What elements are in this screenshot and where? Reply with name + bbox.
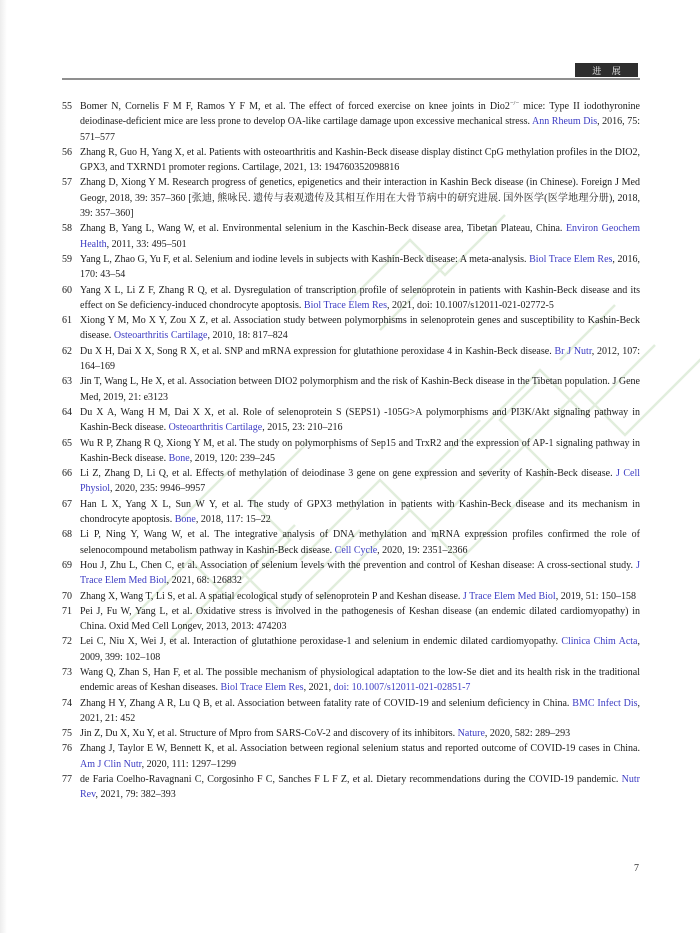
reference-text-segment: Bomer N, Cornelis F M F, Ramos Y F M, et al. The effect of forced exercise on knee joints in Dio2 [80, 101, 510, 112]
reference-text-segment: Hou J, Zhu L, Chen C, et al. Association of selenium levels with the prevention and control of Keshan disease: A cross-sectional study. [80, 559, 637, 571]
page-edge-shadow [0, 0, 7, 933]
reference-number: 64 [62, 406, 72, 418]
reference-number: 67 [62, 498, 72, 510]
reference-number: 70 [62, 590, 72, 602]
reference-item [62, 283, 640, 314]
journal-link[interactable]: Environ Geochem Health [80, 223, 640, 250]
reference-text-segment: , 2011, 33: 495–501 [106, 238, 187, 250]
journal-link[interactable]: Biol Trace Elem Res [220, 682, 304, 694]
reference-text-segment: , 2019, 51: 150–158 [555, 590, 636, 602]
reference-text-segment: , 2020, 582: 289–293 [484, 728, 571, 740]
section-tag-label: 进 展 [592, 65, 625, 76]
reference-text-segment: , 2021, 21: 452 [80, 697, 640, 724]
reference-item [62, 221, 640, 252]
reference-number: 74 [62, 697, 72, 709]
reference-item [62, 604, 640, 635]
reference-text-segment: Li Z, Zhang D, Li Q, et al. Effects of methylation of deiodinase 3 gene on gene expression and severity of Kashin-Beck disease. [80, 468, 617, 480]
journal-link[interactable]: Br J Nutr [554, 345, 592, 357]
section-tag [575, 63, 638, 77]
journal-link[interactable]: Clinica Chim Acta [561, 636, 638, 648]
reference-text-segment: Lei C, Niu X, Wei J, et al. Interaction of glutathione peroxidase-1 and selenium in endemic dilated cardiomyopathy. [80, 636, 562, 648]
reference-number: 69 [62, 559, 72, 571]
reference-item [62, 696, 640, 727]
reference-number: 61 [62, 315, 72, 327]
reference-number: 62 [62, 345, 72, 357]
reference-text-segment: Zhang X, Wang T, Li S, et al. A spatial ecological study of selenoprotein P and Keshan disease. [80, 590, 463, 602]
reference-item [62, 772, 640, 803]
reference-text-segment: , 2012, 107: 164–169 [80, 345, 640, 373]
reference-item [62, 344, 640, 375]
reference-number: 73 [62, 666, 72, 678]
reference-item [62, 726, 640, 741]
reference-number: 72 [62, 636, 72, 648]
reference-number: 71 [62, 605, 72, 617]
journal-link[interactable]: Biol Trace Elem Res [303, 299, 387, 311]
reference-number: 58 [62, 223, 72, 235]
journal-link[interactable]: BMC Infect Dis [572, 697, 638, 709]
reference-text-segment: , 2020, 235: 9946–9957 [110, 483, 206, 495]
reference-text-segment: Wang Q, Zhan S, Han F, et al. The possible mechanism of physiological adaptation to the low-Se diet and its health risk in the traditional endemic areas of Keshan diseases. [80, 666, 640, 694]
reference-text-segment: mice: Type II iodothyronine deiodinase-deficient mice are less prone to develop OA-like cartilage damage upon excessive mechanical stress. [80, 101, 640, 128]
reference-number: 68 [62, 529, 72, 541]
reference-text-segment: , 2016, 170: 43–54 [80, 253, 640, 281]
reference-item [62, 665, 640, 696]
reference-number: 65 [62, 437, 72, 449]
reference-text-segment: , 2021, doi: 10.1007/s12011-021-02772-5 [386, 299, 554, 311]
reference-item [62, 145, 640, 176]
reference-text-segment: , 2015, 23: 210–216 [262, 422, 343, 434]
reference-text-segment: Du X A, Wang H M, Dai X X, et al. Role of selenoprotein S (SEPS1) -105G>A polymorphisms and PI3K/Akt signaling pathway in Kashin-Beck disease. [80, 406, 640, 434]
reference-item [62, 527, 640, 558]
reference-item [62, 436, 640, 467]
journal-link[interactable]: Bone [174, 514, 196, 526]
reference-text-segment: Jin T, Wang L, He X, et al. Association between DIO2 polymorphism and the risk of Kashin-Beck disease in the Tibetan population. J Gene Med, 2019, 21: e3123 [80, 376, 640, 403]
journal-link[interactable]: Nature [457, 728, 485, 740]
reference-item [62, 558, 640, 589]
reference-number: 66 [62, 468, 72, 480]
reference-text-segment: Pei J, Fu W, Yang L, et al. Oxidative stress is involved in the pathogenesis of Keshan disease (an endemic dilated cardiomyopathy) in China. Oxid Med Cell Longev, 2013, 2013: 474203 [80, 605, 640, 633]
reference-text-segment: Han L X, Yang X L, Sun W Y, et al. The study of GPX3 methylation in patients with Kashin-Beck disease and its mechanism in chondrocyte apoptosis. [80, 498, 640, 526]
journal-link[interactable]: Cell Cycle [334, 544, 378, 556]
journal-link[interactable]: Nutr Rev [80, 774, 640, 801]
journal-link[interactable]: J Trace Elem Med Biol [462, 590, 556, 602]
reference-text-segment: Zhang J, Taylor E W, Bennett K, et al. Association between regional selenium status and reported outcome of COVID-19 cases in China. [80, 743, 640, 755]
reference-item [62, 466, 640, 497]
reference-text-segment: Zhang B, Yang L, Wang W, et al. Environmental selenium in the Kaschin-Beck disease area, Tibetan Plateau, China. [80, 223, 566, 235]
superscript-text: −/− [509, 100, 519, 107]
journal-link[interactable]: Biol Trace Elem Res [529, 253, 613, 265]
reference-number: 59 [62, 253, 72, 265]
journal-link[interactable]: Osteoarthritis Cartilage [168, 422, 263, 434]
reference-item [62, 634, 640, 665]
reference-text-segment: Wu R P, Zhang R Q, Xiong Y M, et al. The study on polymorphisms of Sep15 and TrxR2 and the expression of AP-1 signaling pathway in Kashin-Beck disease. [80, 437, 640, 464]
reference-number: 60 [62, 284, 72, 296]
journal-link[interactable]: Am J Clin Nutr [80, 758, 142, 770]
reference-text-segment: Yang X L, Li Z F, Zhang R Q, et al. Dysregulation of transcription profile of selenoprotein in patients with Kashin-Beck disease and its effect on Se deficiency-induced chondrocyte apoptosis. [80, 284, 640, 311]
reference-text-segment: de Faria Coelho-Ravagnani C, Corgosinho F C, Sanches F L F Z, et al. Dietary recommendations during the COVID-19 pandemic. [80, 774, 622, 786]
journal-link[interactable]: Osteoarthritis Cartilage [113, 330, 208, 342]
reference-text-segment: Zhang R, Guo H, Yang X, et al. Patients with osteoarthritis and Kashin-Beck disease display distinct CpG methylation profiles in the DIO2, GPX3, and TXRND1 promoter regions. Cartilage, 2021, 13: 194760352098816 [80, 146, 640, 174]
journal-link[interactable]: J Cell Physiol [80, 468, 640, 495]
reference-item [62, 175, 640, 221]
reference-item [62, 589, 640, 604]
reference-text-segment: , 2016, 75: 571–577 [80, 116, 641, 143]
reference-text-segment: Du X H, Dai X X, Song R X, et al. SNP and mRNA expression for glutathione peroxidase 4 in Kashin-Beck disease. [80, 345, 555, 357]
reference-list [62, 99, 640, 803]
reference-text-segment: , 2018, 117: 15–22 [195, 514, 271, 526]
reference-text-segment: Li P, Ning Y, Wang W, et al. The integrative analysis of DNA methylation and mRNA expression profiles confirmed the role of selenocompound metabolism pathway in Kashin-Beck disease. [80, 529, 640, 556]
reference-text-segment: , 2020, 111: 1297–1299 [141, 758, 237, 770]
reference-text-segment: Yang L, Zhao G, Yu F, et al. Selenium and iodine levels in subjects with Kashin-Beck disease: A meta-analysis. [80, 253, 530, 265]
reference-text-segment: , 2021, 68: 126832 [166, 575, 242, 587]
reference-text-segment: Jin Z, Du X, Xu Y, et al. Structure of Mpro from SARS-CoV-2 and discovery of its inhibitors. [80, 728, 458, 740]
reference-text-segment: , 2020, 19: 2351–2366 [377, 544, 468, 556]
journal-link[interactable]: Ann Rheum Dis [532, 116, 598, 128]
header-rule [62, 78, 640, 80]
reference-text-segment: , 2009, 399: 102–108 [80, 636, 640, 663]
reference-text-segment: , 2021, [303, 682, 334, 694]
reference-number: 76 [62, 743, 72, 755]
reference-text-segment: Zhang H Y, Zhang A R, Lu Q B, et al. Association between fatality rate of COVID-19 and selenium deficiency in China. [80, 697, 573, 709]
journal-link[interactable]: J Trace Elem Med Biol [80, 559, 640, 587]
reference-item [62, 741, 640, 772]
reference-number: 57 [62, 177, 72, 189]
reference-number: 56 [62, 146, 72, 158]
reference-text-segment: , 2010, 18: 817–824 [207, 330, 288, 342]
reference-text-segment: , 2019, 120: 239–245 [189, 452, 275, 464]
reference-text-segment: Xiong Y M, Mo X Y, Zou X Z, et al. Association study between polymorphisms in selenoprotein genes and susceptibility to Kashin-Beck disease. [80, 315, 640, 342]
reference-item [62, 405, 640, 436]
reference-number: 75 [62, 728, 72, 740]
reference-item [62, 497, 640, 528]
journal-link[interactable]: Bone [168, 452, 190, 464]
journal-link[interactable]: doi: 10.1007/s12011-021-02851-7 [333, 682, 471, 694]
reference-item [62, 313, 640, 344]
reference-number: 77 [62, 774, 72, 786]
reference-text-segment: , 2021, 79: 382–393 [95, 789, 176, 801]
reference-item [62, 374, 640, 405]
page-number: 7 [634, 863, 639, 874]
reference-number: 55 [62, 101, 72, 112]
reference-number: 63 [62, 376, 72, 388]
reference-item [62, 99, 640, 145]
reference-text-segment: Zhang D, Xiong Y M. Research progress of genetics, epigenetics and their interaction in Kashin Beck disease (in Chinese). Foreign J Med Geogr, 2018, 39: 357–360 [张迪, 熊咏民. 遗传与表观遗传及其相互作用在大骨节病中的研究进展. 国外医学(医学地理分册), 2018, 39: 357–360] [80, 177, 640, 220]
reference-item [62, 252, 640, 283]
